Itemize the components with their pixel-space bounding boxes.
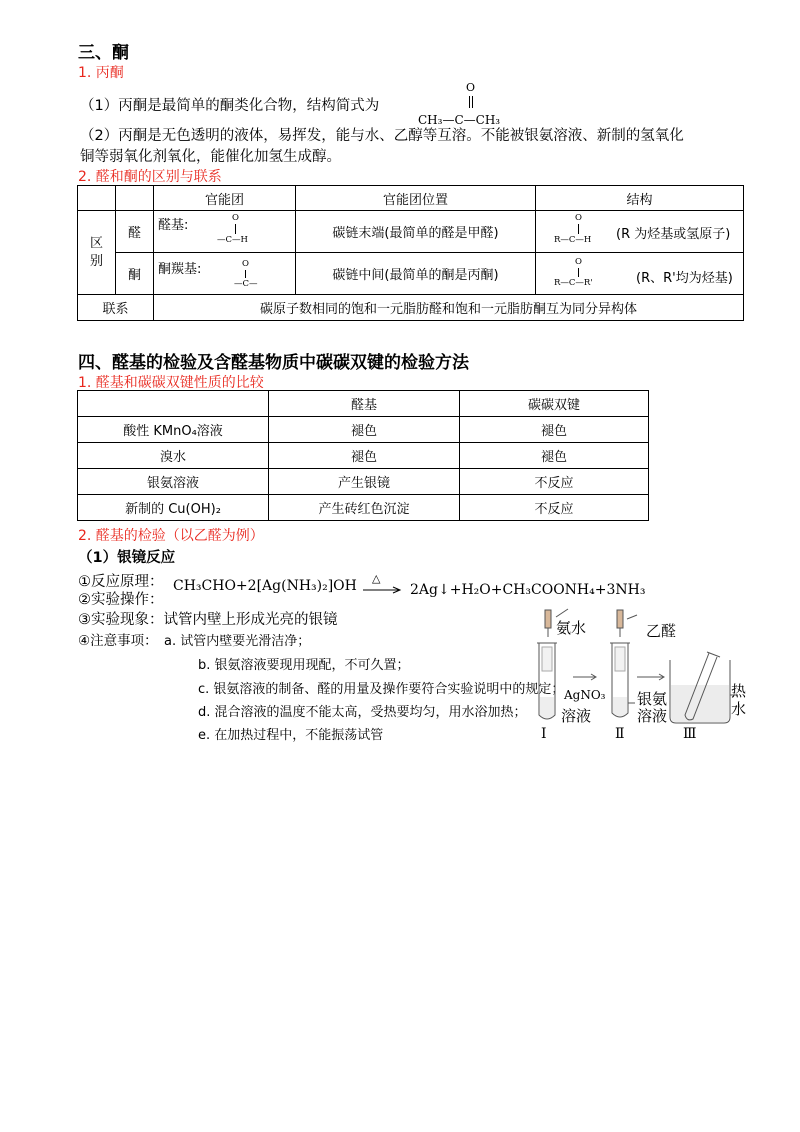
double-bond-result-cell: 褪色	[460, 417, 649, 443]
ketone-functional-group: 酮羰基: O —C—	[154, 253, 296, 295]
aldehyde-position: 碳链末端(最简单的醛是甲醛)	[296, 211, 536, 253]
note-c: c. 银氨溶液的制备、醛的用量及操作要符合实验说明中的规定；	[198, 682, 565, 697]
aldehyde-result-cell: 产生银镜	[269, 469, 460, 495]
section4-title: 四、醛基的检验及含醛基物质中碳碳双键的检验方法	[78, 353, 469, 373]
ketone-structure: O R—C—R' (R、R'均为烃基)	[536, 253, 744, 295]
agno3-solution-label: 溶液	[561, 707, 592, 725]
double-bond-result-cell: 不反应	[460, 469, 649, 495]
table-row	[78, 469, 649, 495]
comparison-header-aldehyde: 醛基	[269, 391, 460, 417]
aldehyde-result-cell: 褪色	[269, 443, 460, 469]
section3-sub2: 2. 醛和酮的区别与联系	[78, 169, 222, 185]
reaction-arrow-icon	[362, 585, 402, 595]
table-row	[78, 417, 649, 443]
principle-label: ①反应原理：	[78, 574, 164, 590]
acetaldehyde-label: 乙醛	[646, 622, 677, 640]
comparison-header-double-bond: 碳碳双键	[460, 391, 649, 417]
reagent-cell: 银氨溶液	[78, 469, 269, 495]
double-bond-result-cell: 褪色	[460, 443, 649, 469]
note-e: e. 在加热过程中，不能振荡试管	[198, 728, 384, 743]
equation-left: CH₃CHO+2[Ag(NH₃)₂]OH	[173, 578, 357, 594]
table-row	[78, 495, 649, 521]
apparatus-label-3: Ⅲ	[683, 726, 697, 742]
header-structure: 结构	[536, 186, 744, 211]
table-row	[78, 253, 744, 295]
aldehyde-structure: O R—C—H (R 为烃基或氢原子)	[536, 211, 744, 253]
table-row	[78, 211, 744, 253]
ammonia-label: 氨水	[556, 619, 587, 637]
section3-sub1: 1. 丙酮	[78, 65, 124, 81]
acetone-carbonyl-o: O	[466, 81, 476, 94]
table-row	[78, 295, 744, 321]
acetone-paragraph-1: （1）丙酮是最简单的酮类化合物，结构简式为	[80, 98, 380, 114]
section4-sub1: 1. 醛基和碳碳双键性质的比较	[78, 375, 264, 391]
ketone-position: 碳链中间(最简单的酮是丙酮)	[296, 253, 536, 295]
hot-water-label-1: 热	[731, 682, 747, 700]
double-bond-result-cell: 不反应	[460, 495, 649, 521]
acetone-paragraph-2: （2）丙酮是无色透明的液体，易挥发，能与水、乙醇等互溶。不能被银氨溶液、新制的氢氧化	[80, 128, 684, 144]
equation-right: 2Ag↓+H₂O+CH₃COONH₄+3NH₃	[410, 582, 646, 598]
acetone-double-bond	[469, 96, 470, 108]
header-functional-group: 官能团	[154, 186, 296, 211]
aldehyde-result-cell: 褪色	[269, 417, 460, 443]
section4-sub2: 2. 醛基的检验（以乙醛为例）	[78, 528, 264, 544]
hot-water-label-2: 水	[731, 700, 747, 718]
phenomenon: ③实验现象：试管内壁上形成光亮的银镜	[78, 612, 338, 628]
acetone-paragraph-2b: 铜等弱氧化剂氧化，能催化加氢生成醇。	[80, 149, 341, 165]
agno3-label: AgNO₃	[564, 688, 606, 702]
aldehyde-ketone-table	[77, 185, 744, 321]
row-type-aldehyde: 醛	[116, 211, 154, 253]
note-d: d. 混合溶液的温度不能太高，受热要均匀，用水浴加热；	[198, 705, 527, 720]
reagent-cell: 酸性 KMnO₄溶液	[78, 417, 269, 443]
equation-condition: △	[372, 572, 381, 585]
difference-label: 区别	[78, 211, 116, 295]
section3-title: 三、酮	[78, 43, 129, 63]
acetone-double-bond-2	[472, 96, 473, 108]
reagent-cell: 新制的 Cu(OH)₂	[78, 495, 269, 521]
link-label: 联系	[78, 295, 154, 321]
dropper-bulb-1	[545, 610, 551, 628]
link-text: 碳原子数相同的饱和一元脂肪醛和饱和一元脂肪酮互为同分异构体	[154, 295, 744, 321]
silver-ammonia-label-2: 溶液	[637, 707, 668, 725]
property-comparison-table	[77, 390, 649, 521]
note-a: a. 试管内壁要光滑洁净；	[164, 634, 311, 649]
comparison-header-blank	[78, 391, 269, 417]
note-b: b. 银氨溶液要现用现配，不可久置；	[198, 658, 410, 673]
apparatus-label-2: Ⅱ	[615, 726, 625, 742]
silver-mirror-heading: （1）银镜反应	[78, 550, 176, 566]
table-row	[78, 443, 649, 469]
apparatus-label-1: Ⅰ	[541, 726, 547, 742]
silver-ammonia-label-1: 银氨	[637, 690, 668, 708]
operation-label: ②实验操作：	[78, 592, 164, 608]
aldehyde-result-cell: 产生砖红色沉淀	[269, 495, 460, 521]
header-position: 官能团位置	[296, 186, 536, 211]
row-type-ketone: 酮	[116, 253, 154, 295]
reagent-cell: 溴水	[78, 443, 269, 469]
acetone-formula: CH₃—C—CH₃	[418, 113, 501, 127]
notes-label: ④注意事项：	[78, 633, 158, 649]
aldehyde-functional-group: 醛基: O —C—H	[154, 211, 296, 253]
